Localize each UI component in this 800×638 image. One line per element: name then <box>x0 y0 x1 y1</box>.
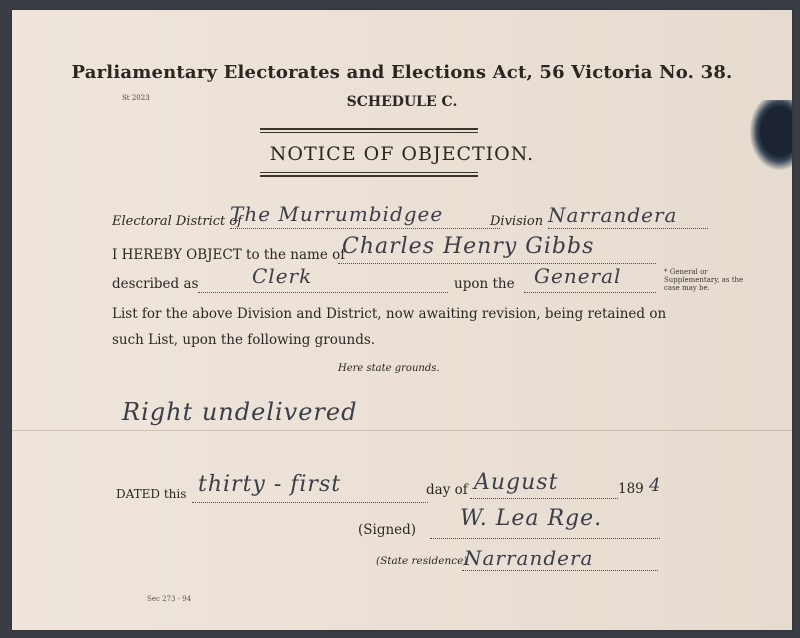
year-value: 4 <box>649 475 662 496</box>
footnote: * General or Supplementary, as the case may be. <box>664 268 744 292</box>
bottom-rule-thin <box>260 172 478 173</box>
residence-line <box>462 570 658 571</box>
bottom-rule <box>260 175 478 177</box>
dated-label: DATED this <box>116 487 187 501</box>
body-line-1: List for the above Division and District, now awaiting revision, being retained on <box>112 306 667 322</box>
list-type-value: General <box>534 264 622 288</box>
grounds-label: Here state grounds. <box>338 363 440 374</box>
upon-label: upon the <box>454 276 515 292</box>
described-label: described as <box>112 276 199 292</box>
month-line <box>470 498 618 499</box>
division-line <box>548 228 708 229</box>
top-rule <box>260 128 478 130</box>
grounds-value: Right undelivered <box>122 398 358 426</box>
day-of-label: day of <box>426 482 468 498</box>
paper-fold <box>12 430 792 431</box>
notice-title: NOTICE OF OBJECTION. <box>269 143 535 165</box>
day-value: thirty - first <box>198 472 342 497</box>
division-label: Division <box>490 214 544 229</box>
schedule-title: SCHEDULE C. <box>346 94 458 110</box>
footer-code: Sec 273 - 94 <box>147 595 192 603</box>
signature: W. Lea Rge. <box>460 506 603 531</box>
month-value: August <box>474 470 559 495</box>
notice-document <box>12 10 792 630</box>
district-line <box>230 228 500 229</box>
top-rule-thin <box>260 132 478 133</box>
signature-line <box>430 538 660 539</box>
residence-value: Narrandera <box>464 546 594 570</box>
name-value: Charles Henry Gibbs <box>342 234 595 259</box>
act-title: Parliamentary Electorates and Elections Act, 56 Victoria No. 38. <box>71 62 733 83</box>
residence-label: (State residence) <box>376 555 468 567</box>
object-label: I HEREBY OBJECT to the name of <box>112 247 346 263</box>
form-code: St 2023 <box>122 94 150 102</box>
district-value: The Murrumbidgee <box>230 202 444 226</box>
described-line <box>198 292 448 293</box>
body-line-2: such List, upon the following grounds. <box>112 332 376 348</box>
signed-label: (Signed) <box>358 522 417 538</box>
year-prefix: 189 <box>618 481 644 497</box>
described-value: Clerk <box>252 264 313 288</box>
day-line <box>192 502 428 503</box>
district-label: Electoral District of <box>112 214 243 229</box>
list-type-line <box>524 292 656 293</box>
division-value: Narrandera <box>548 203 678 227</box>
